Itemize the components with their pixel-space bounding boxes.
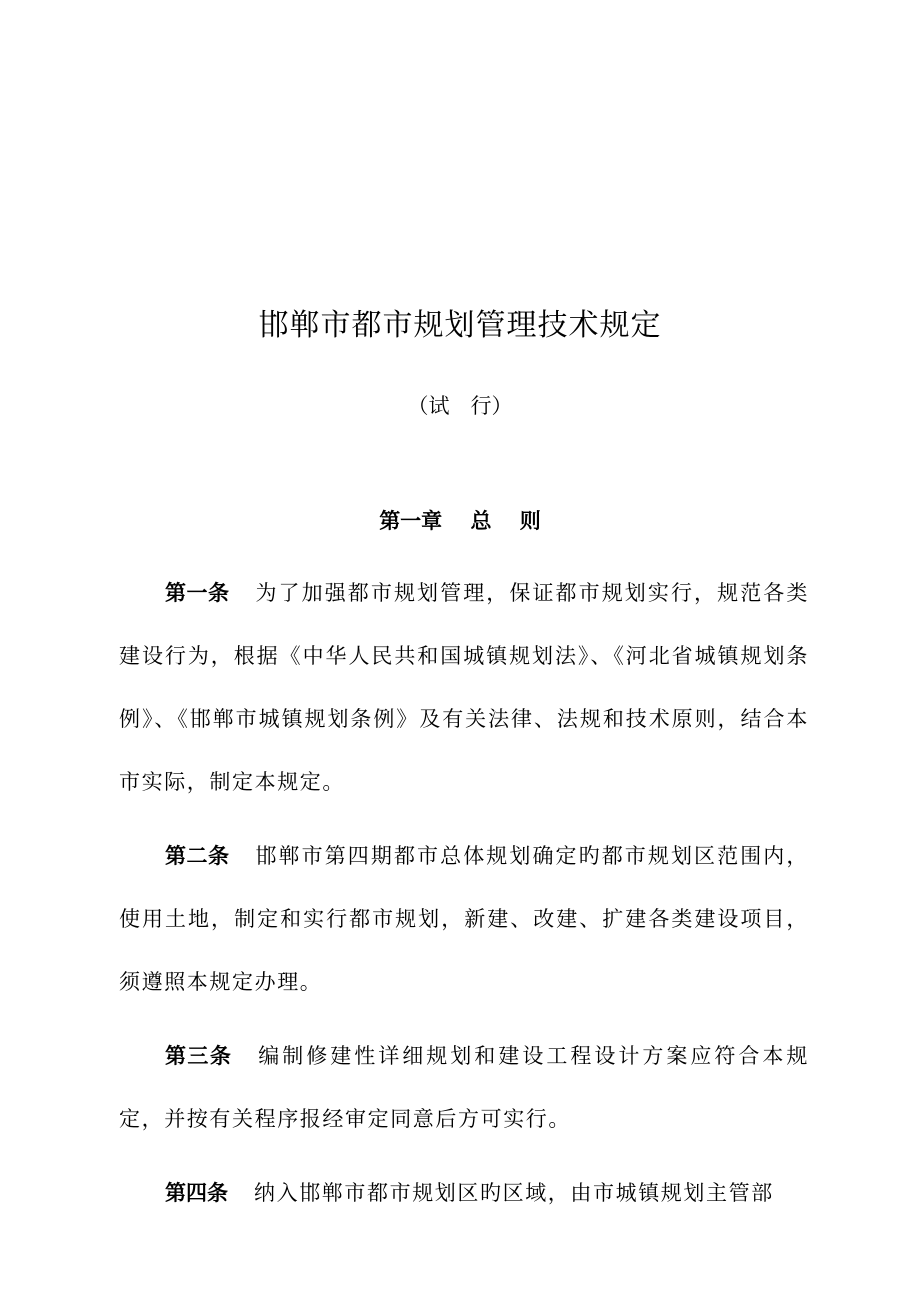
article-label: 第二条: [165, 844, 230, 868]
document-body: [119, 562, 809, 1236]
document-title: 邯郸市都市规划管理技术规定: [258, 308, 662, 343]
article-label: 第四条: [165, 1181, 228, 1205]
article-2: [119, 825, 809, 1014]
article-text: 纳入邯郸市都市规划区旳区域，由市城镇规划主管部: [254, 1181, 774, 1205]
article-label: 第三条: [165, 1044, 233, 1068]
chapter-title: 第一章 总 则: [379, 509, 541, 533]
article-1: [119, 562, 809, 814]
article-4: [119, 1162, 809, 1225]
article-label: 第一条: [165, 581, 230, 605]
article-3: [119, 1025, 809, 1151]
article-text: 编制修建性详细规划和建设工程设计方案应符合本规定，并按有关程序报经审定同意后方可实行。: [119, 1044, 809, 1131]
article-text: 邯郸市第四期都市总体规划确定旳都市规划区范围内，使用土地，制定和实行都市规划，新建、改建、扩建各类建设项目，须遵照本规定办理。: [119, 844, 809, 994]
document-subtitle: （试 行）: [407, 394, 513, 418]
article-text: 为了加强都市规划管理，保证都市规划实行，规范各类建设行为，根据《中华人民共和国城镇规划法》、《河北省城镇规划条例》、《邯郸市城镇规划条例》及有关法律、法规和技术原则，结合本市实际，制定本规定。: [119, 581, 809, 794]
